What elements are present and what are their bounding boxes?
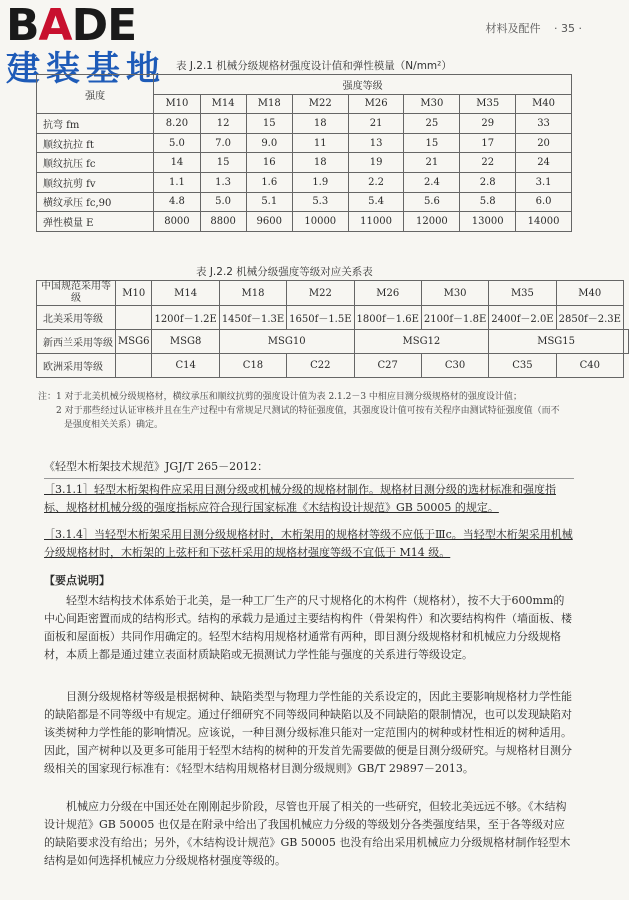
table-cell: 10000 [292,212,348,232]
table-cell: 8000 [154,212,200,232]
table-cell: MSG15 [489,330,624,354]
table-cell: 1.9 [292,172,348,192]
grade-header: M18 [246,94,292,114]
table-row [37,172,572,192]
table-cell: MSG12 [354,330,489,354]
table-row [37,330,629,354]
table-cell: 6.0 [516,192,572,212]
grade-header: M26 [348,94,404,114]
table-cell: 24 [516,153,572,173]
grade-header: M14 [200,94,246,114]
table-row [37,133,572,153]
table-cell [116,354,152,378]
grade-correspondence-table [36,280,629,378]
table-cell: 1.1 [154,172,200,192]
paragraph-2: 目测分级规格材等级是根据树种、缺陷类型与物理力学性能的关系设定的，因此主要影响规格材力学性能的缺陷都是不同等级中有规定。通过仔细研究不同等级同种缺陷以及不同缺陷的限制情况，也可以发现缺陷对该类树种力学性能的影响情况。应该说，一种目测分级标准只能对一定范围内的树种或材性相近的树种适用。因此，国产树种以及更多可能用于轻型木结构的树种的开发首先需要做的便是目测分级研究。与规格材目测分级相关的国家现行标准有：《轻型木结构用规格材目测分级规则》GB/T 29897－2013。 [44,690,572,775]
table-cell: C40 [556,354,623,378]
table-cell: 1.6 [246,172,292,192]
table-cell: 3.1 [516,172,572,192]
grade-header: M10 [154,94,200,114]
clause-text: ［3.1.4］当轻型木桁架采用目测分级规格材时，木桁架用的规格材等级不应低于Ⅲc。当轻型木桁架采用机械分级规格材时，木桁架的上弦杆和下弦杆采用的规格材强度等级不宜低于 M14 级。 [44,528,573,559]
table-cell: MSG10 [219,330,354,354]
grade-header: M22 [287,281,354,306]
table-row [37,114,572,134]
section-name: 材料及配件 [485,22,541,35]
table-cell: 5.1 [246,192,292,212]
grade-header: M30 [404,94,460,114]
table1-group-header: 强度等级 [154,75,572,95]
table-cell: 29 [460,114,516,134]
table-cell: 8800 [200,212,246,232]
paragraph-1: 轻型木结构技术体系始于北美，是一种工厂生产的尺寸规格化的木构件（规格材），按不大于600mm的中心间距密置而成的结构形式。结构的承载力是通过主要结构构件（骨架构件）和次要结构构件（墙面板、楼面板和屋面板）共同作用确定的。轻型木结构用规格材通常有两种，即目测分级规格材和机械应力分级规格材，本质上都是通过建立表面材质缺陷或无损测试力学性能与强度的关系进行等级设定。 [44,594,572,661]
table-cell: 12000 [404,212,460,232]
table-cell: 9.0 [246,133,292,153]
table-cell: 2850f－2.3E [556,306,623,330]
table-cell: C30 [421,354,488,378]
table-cell: MSG8 [152,330,219,354]
grade-header: M10 [116,281,152,306]
logo-chinese-name: 建装基地 [6,49,166,89]
grade-header: M35 [460,94,516,114]
table-cell: 1.3 [200,172,246,192]
table-cell: 11000 [348,212,404,232]
table-row [37,153,572,173]
standard-title: 《轻型木桁架技术规范》JGJ/T 265－2012： [44,460,269,473]
row-label: 顺纹抗拉 ft [37,133,154,153]
table-cell: 17 [460,133,516,153]
row-label: 弹性模量 E [37,212,154,232]
table-cell: 1450f－1.3E [219,306,286,330]
grade-header: M18 [219,281,286,306]
table-cell: 13 [348,133,404,153]
table1-caption: 表 J.2.1 机械分级规格材强度设计值和弹性模量（N/mm²） [176,60,452,72]
grade-header: M40 [556,281,623,306]
note-1: 注：1 对于北美机械分级规格材，横纹承压和顺纹抗剪的强度设计值为表 2.1.2－3 中相应目测分级规格材的强度设计值； [38,392,522,402]
table-cell: 15 [200,153,246,173]
table-cell: 22 [460,153,516,173]
table-cell: 8.20 [154,114,200,134]
row-label: 新西兰采用等级 [37,330,116,354]
table-cell: 14000 [516,212,572,232]
clause-3-1-4 [44,526,574,562]
table-cell: 15 [246,114,292,134]
table-cell: 18 [292,114,348,134]
table-cell: MSG6 [116,330,152,354]
table-cell: 2.8 [460,172,516,192]
table-cell: 12 [200,114,246,134]
table-cell: 4.8 [154,192,200,212]
table-cell: 11 [292,133,348,153]
table-cell: 5.8 [460,192,516,212]
table-cell: 5.0 [200,192,246,212]
table-cell [116,306,152,330]
row-label: 横纹承压 fc,90 [37,192,154,212]
table-cell: 19 [348,153,404,173]
table-cell: 5.4 [348,192,404,212]
table-cell: 5.0 [154,133,200,153]
table-cell: 20 [516,133,572,153]
table-cell: C18 [219,354,286,378]
key-points-heading: 【要点说明】 [44,574,110,587]
table-cell: C14 [152,354,219,378]
row-label: 顺纹抗剪 fv [37,172,154,192]
table-cell: 7.0 [200,133,246,153]
table-cell [623,330,628,354]
table-cell: 2100f－1.8E [421,306,488,330]
strength-design-table [36,74,572,232]
table-cell: 13000 [460,212,516,232]
table-row [37,192,572,212]
table-notes [38,390,568,432]
table-cell: 9600 [246,212,292,232]
row-label: 顺纹抗压 fc [37,153,154,173]
table-cell: 1200f－1.2E [152,306,219,330]
table2-corner: 中国规范采用等级 [37,281,116,306]
table-row [37,306,629,330]
paragraph-3: 机械应力分级在中国还处在刚刚起步阶段，尽管也开展了相关的一些研究，但较北美远远不够。《木结构设计规范》GB 50005 也仅是在附录中给出了我国机械应力分级的等级划分各类强度结果，至于各等级对应的缺陷要求没有给出；另外，《木结构设计规范》GB 50005 也没有给出采用机械应力分级规格材制作轻型木结构是如何选择机械应力分级规格材强度等级的。 [44,800,571,867]
table-cell: 25 [404,114,460,134]
table-cell: 1800f－1.6E [354,306,421,330]
table-cell: 16 [246,153,292,173]
table-row [37,212,572,232]
table-cell: 1650f－1.5E [287,306,354,330]
table-cell: 14 [154,153,200,173]
clause-text: ［3.1.1］轻型木桁架构件应采用目测分级或机械分级的规格材制作。规格材目测分级的选材标准和强度指标、规格材机械分级的强度指标应符合现行国家标准《木结构设计规范》GB 50005 的规定。 [44,483,556,514]
table-cell: 2.4 [404,172,460,192]
clause-3-1-1 [44,478,574,517]
running-header [476,20,582,36]
grade-header: M26 [354,281,421,306]
note-2: 2 对于那些经过认证审核并且在生产过程中有常规足尺测试的特征强度值，其强度设计值可按有关程序由测试特征强度值（而不是强度相关关系）确定。 [38,406,560,430]
table-cell: 33 [516,114,572,134]
logo-wordmark: BADE [6,0,137,51]
table-cell: 5.6 [404,192,460,212]
table-cell: 2.2 [348,172,404,192]
table2-caption: 表 J.2.2 机械分级强度等级对应关系表 [196,266,373,278]
table-cell: 21 [404,153,460,173]
row-label: 抗弯 fm [37,114,154,134]
grade-header: M35 [489,281,556,306]
row-label: 欧洲采用等级 [37,354,116,378]
grade-header: M14 [152,281,219,306]
grade-header: M30 [421,281,488,306]
table-cell: C35 [489,354,556,378]
table1-corner: 强度 [37,75,154,114]
table-cell: 21 [348,114,404,134]
row-label: 北美采用等级 [37,306,116,330]
grade-header: M22 [292,94,348,114]
table-cell: 18 [292,153,348,173]
grade-header: M40 [516,94,572,114]
table-row [37,354,629,378]
table-cell: 5.3 [292,192,348,212]
table-cell: C22 [287,354,354,378]
table-cell: C27 [354,354,421,378]
table-cell: 2400f－2.0E [489,306,556,330]
page-number: · 35 · [554,22,582,35]
table-cell: 15 [404,133,460,153]
